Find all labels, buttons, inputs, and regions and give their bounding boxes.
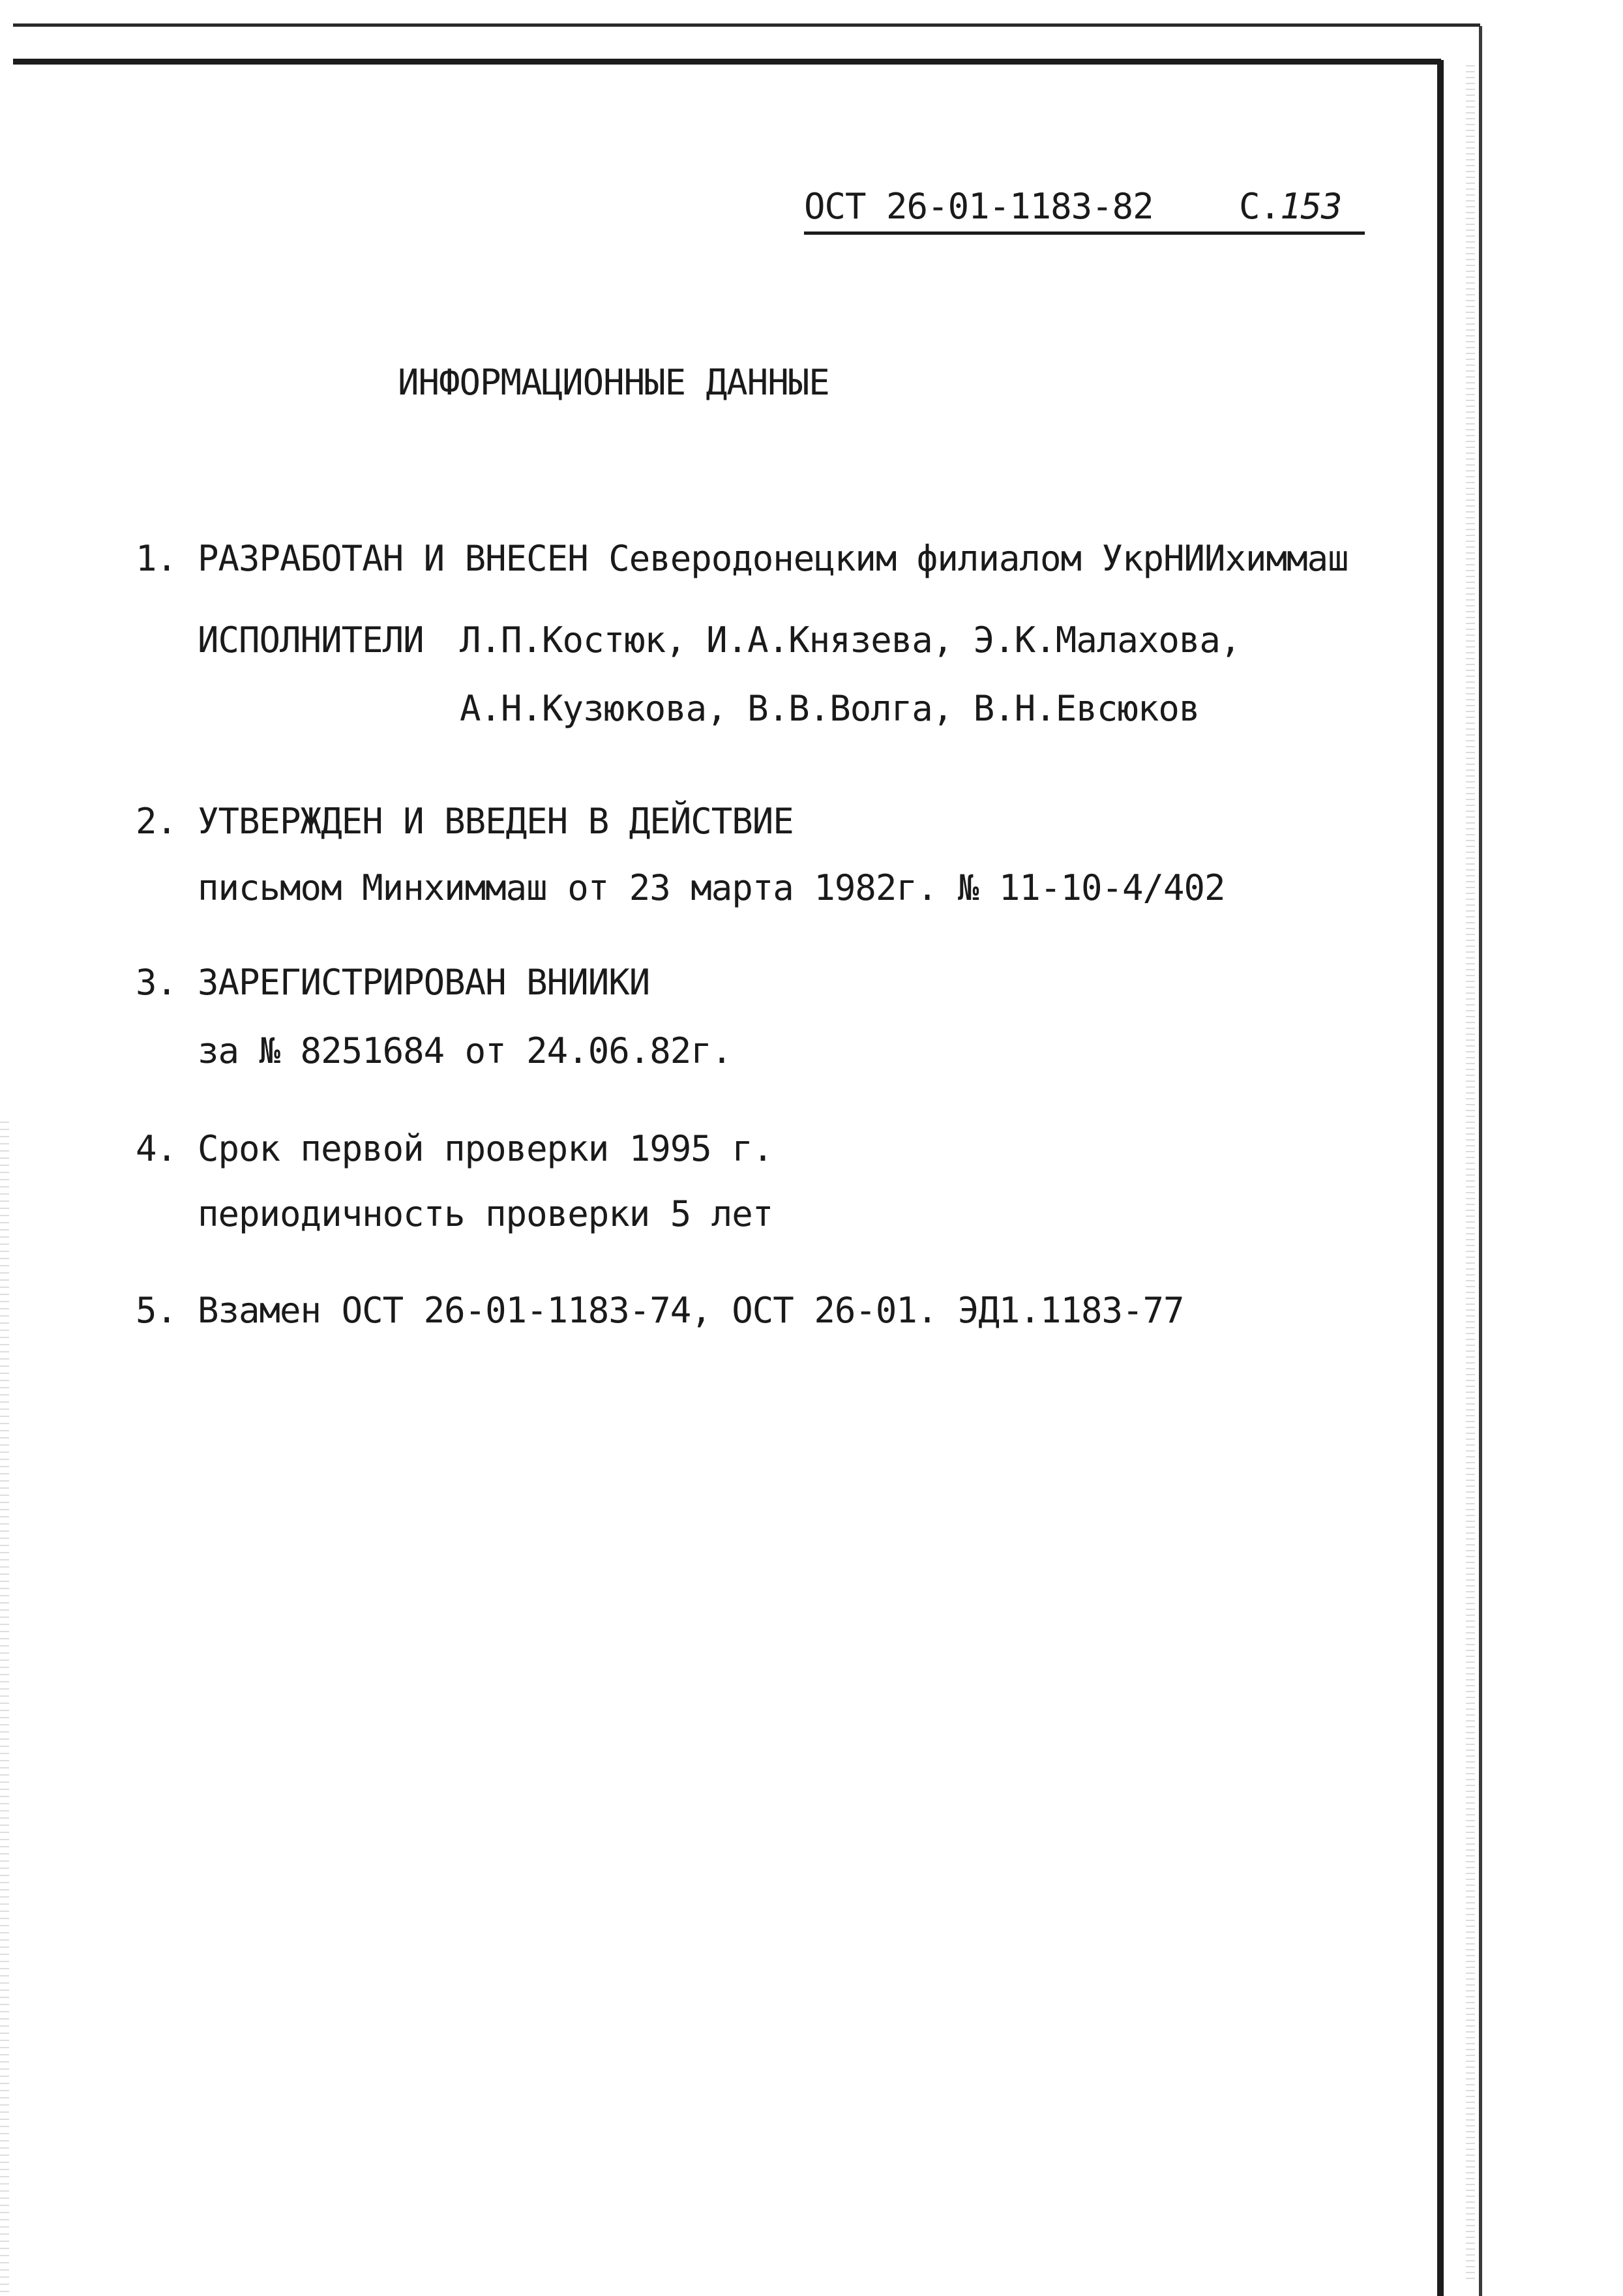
header-underline [804,231,1365,235]
frame-top-thin-line [13,23,1480,27]
frame-right-line [1437,60,1444,2296]
item-1-number: 1. [136,538,177,579]
scan-noise-right [1466,65,1475,2282]
item-3-line-2: за № 8251684 от 24.06.82г. [198,1030,732,1071]
document-title: ИНФОРМАЦИОННЫЕ ДАННЫЕ [398,362,829,403]
item-5-line-1: Взамен ОСТ 26-01-1183-74, ОСТ 26-01. ЭД1.1183-77 [198,1290,1184,1331]
page-number: 153 [1280,186,1342,227]
page-prefix: С. [1239,186,1281,227]
executors-line-1: Л.П.Костюк, И.А.Князева, Э.К.Малахова, [460,619,1241,661]
executors-label: ИСПОЛНИТЕЛИ [198,619,424,661]
item-5-number: 5. [136,1290,177,1331]
item-4-line-1: Срок первой проверки 1995 г. [198,1128,773,1169]
frame-right-outer-line [1479,26,1482,2296]
page-label [1239,186,1342,227]
item-1-line-1: РАЗРАБОТАН И ВНЕСЕН Северодонецким филиалом УкрНИИхиммаш [198,538,1348,579]
item-4-number: 4. [136,1128,177,1169]
item-3-number: 3. [136,962,177,1003]
item-4-line-2: периодичность проверки 5 лет [198,1193,773,1234]
item-3-line-1: ЗАРЕГИСТРИРОВАН ВНИИКИ [198,962,650,1003]
frame-top-line [13,59,1441,65]
executors-line-2: А.Н.Кузюкова, В.В.Волга, В.Н.Евсюков [460,688,1200,729]
item-2-number: 2. [136,801,177,842]
item-2-line-1: УТВЕРЖДЕН И ВВЕДЕН В ДЕЙСТВИЕ [198,801,794,842]
item-2-line-2: письмом Минхиммаш от 23 марта 1982г. № 11-10-4/402 [198,867,1225,908]
scan-noise-left [0,1122,9,2295]
standard-code: ОСТ 26-01-1183-82 [804,186,1154,227]
